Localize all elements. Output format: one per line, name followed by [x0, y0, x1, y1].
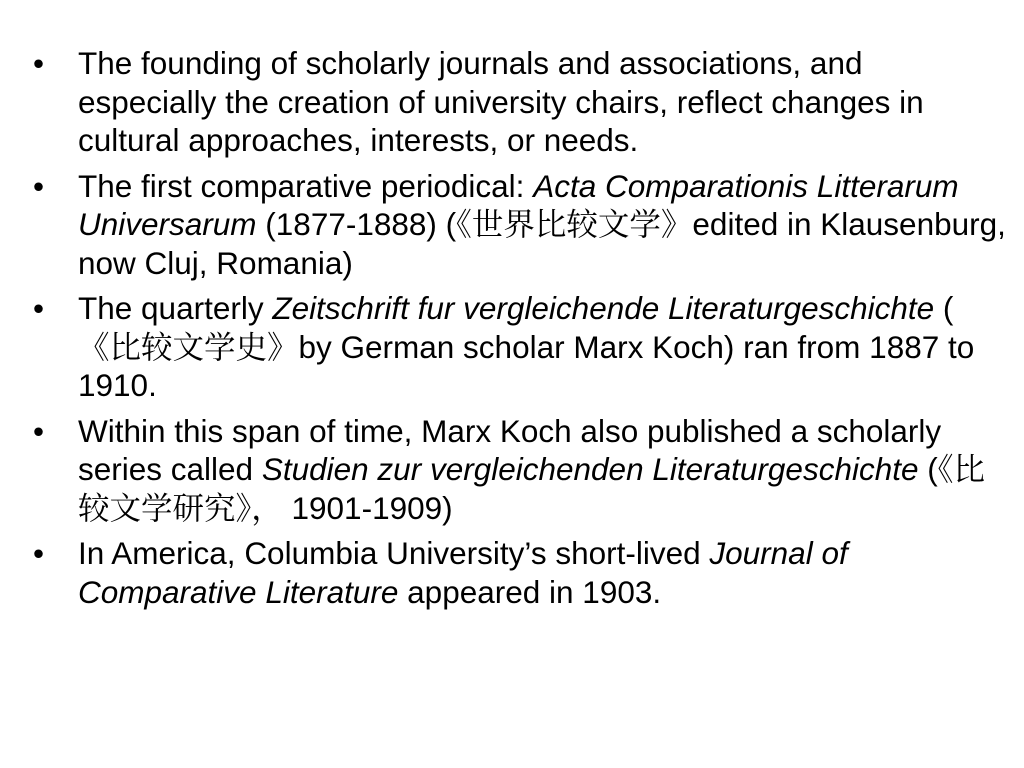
list-item: [33, 167, 1008, 283]
bullet-text: The first comparative periodical:: [78, 167, 534, 204]
list-item: [33, 289, 1008, 405]
periodical-title: Acta Comparationis Litterarum Universarum: [78, 167, 959, 242]
bullet-text: ( 《比较文学史》by German scholar Marx Koch) ran from 1887 to 1910.: [78, 290, 975, 403]
bullet-text: Within this span of time, Marx Koch also published a scholarly series called: [78, 412, 942, 487]
periodical-title: Zeitschrift fur vergleichende Literaturgeschichte: [272, 290, 935, 326]
bullet-marker: •: [33, 535, 45, 571]
bullet-marker: •: [33, 412, 45, 449]
bullet-text: (1877-1888) (《世界比较文学》edited in Klausenburg, now Cluj, Romania): [78, 206, 1006, 281]
list-item: [33, 44, 1008, 160]
bullet-text: (《比较文学研究》， 1901-1909): [78, 451, 985, 526]
list-item: [33, 534, 1008, 611]
series-title: Studien zur vergleichenden Literaturgeschichte: [261, 451, 919, 487]
bullet-marker: •: [33, 167, 45, 204]
journal-title: Journal of Comparative Literature: [78, 535, 848, 610]
bullet-text: The quarterly: [78, 290, 273, 326]
list-item: [33, 412, 1008, 528]
bullet-marker: •: [33, 45, 45, 81]
bullet-text: appeared in 1903.: [398, 573, 662, 610]
bullet-text: In America, Columbia University’s short-lived: [78, 535, 710, 571]
bullet-list: [33, 44, 1008, 618]
bullet-marker: •: [33, 290, 45, 326]
bullet-text: The founding of scholarly journals and associations, and especially the creation of university chairs, reflect changes in cultural approaches, interests, or needs.: [78, 45, 924, 158]
